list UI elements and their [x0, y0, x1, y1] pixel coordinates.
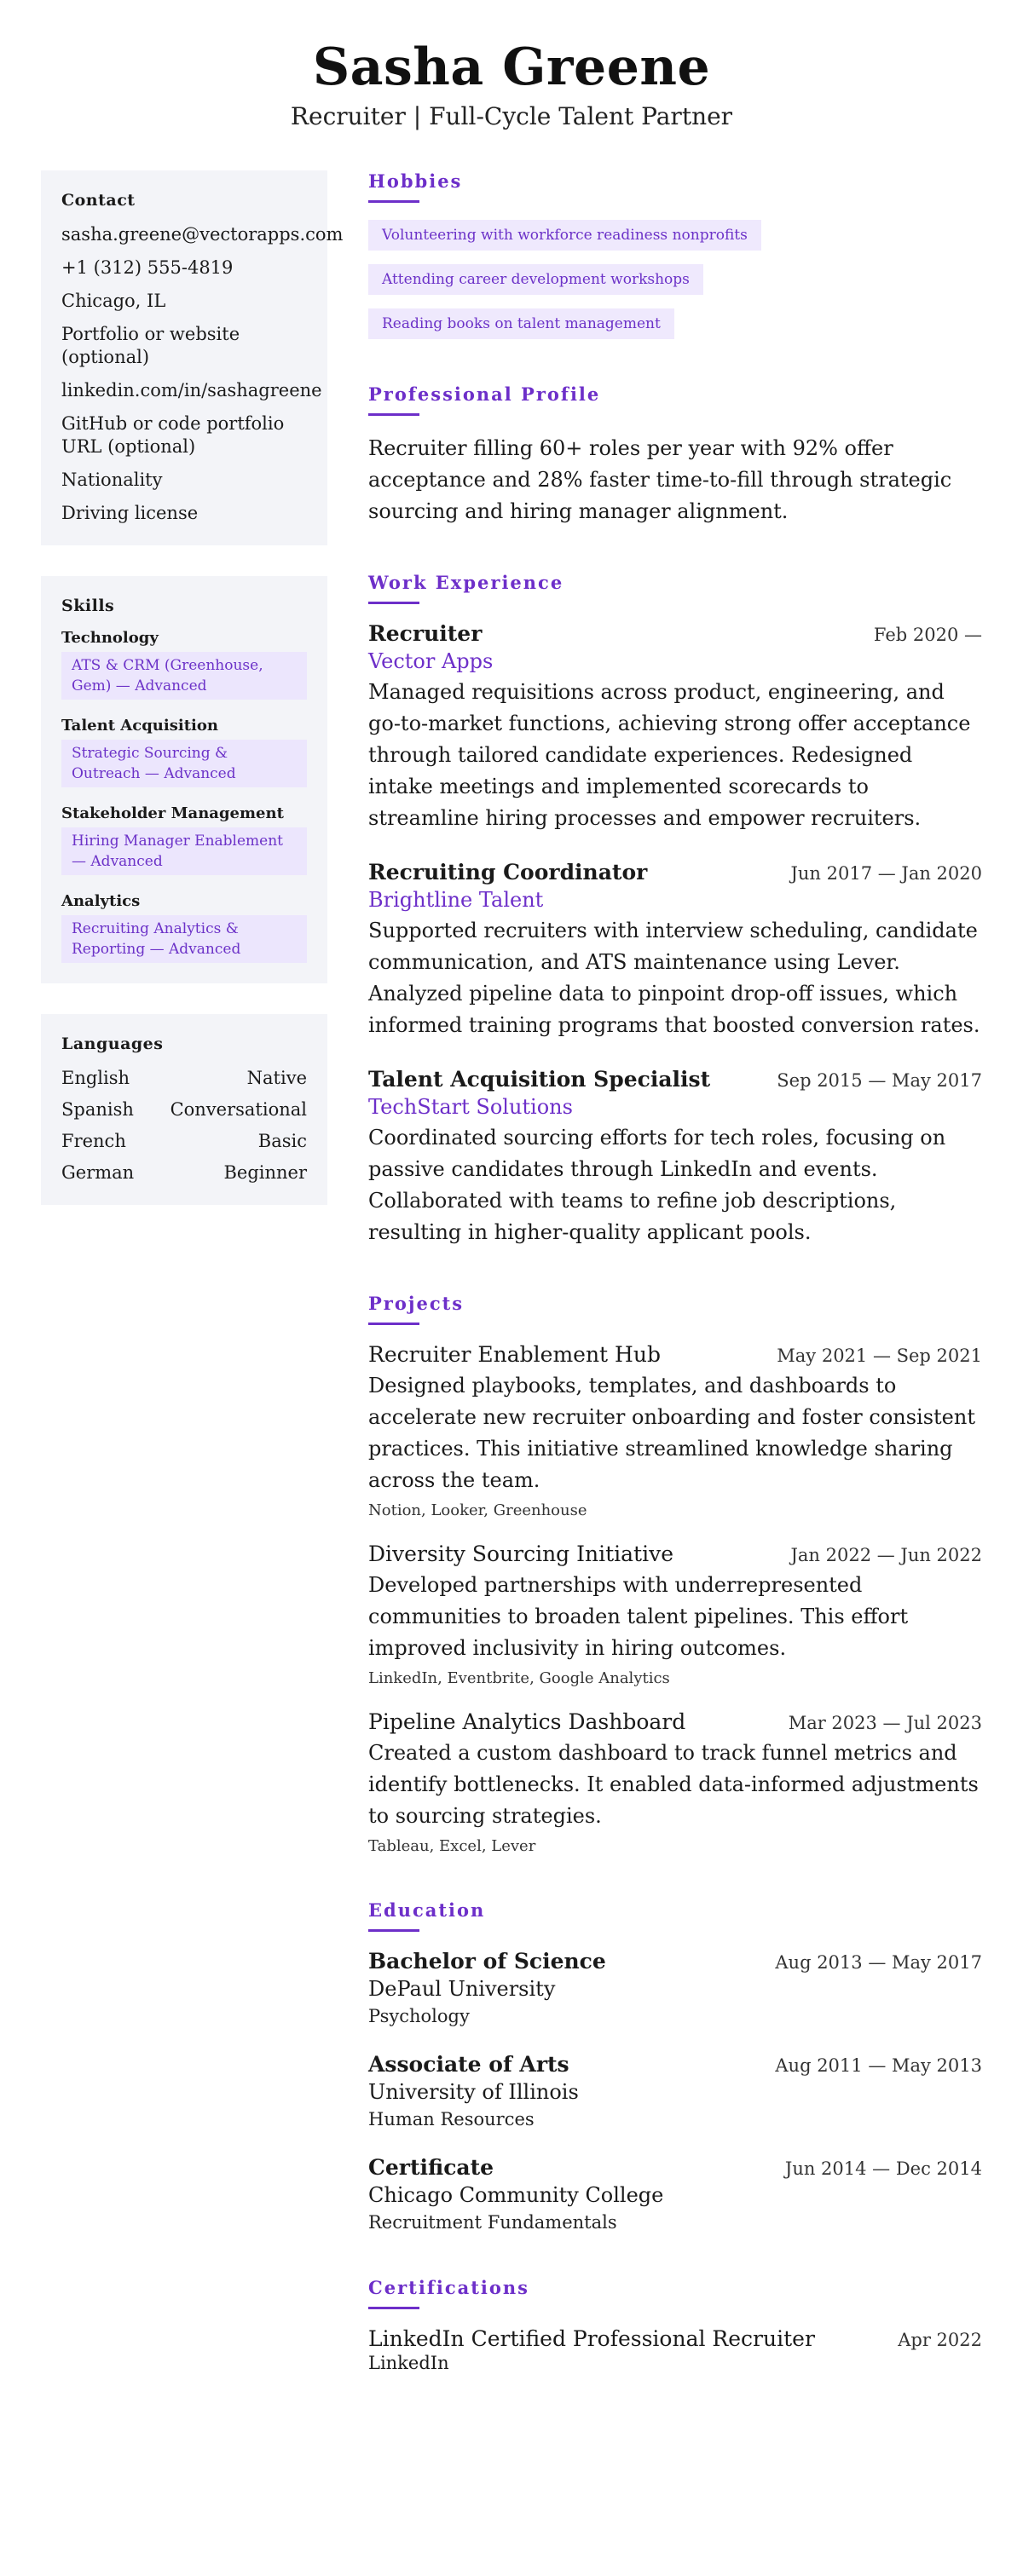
project-tech: Tableau, Excel, Lever: [368, 1837, 536, 1855]
education-entry: [368, 2155, 982, 2233]
project-entry: [368, 1342, 982, 1519]
field-of-study: Psychology: [368, 2006, 470, 2026]
experience-entry: [368, 1067, 982, 1248]
language-row: [61, 1067, 307, 1090]
experience-section: [368, 572, 982, 1248]
project-title: Pipeline Analytics Dashboard: [368, 1709, 686, 1734]
hobby-list: [368, 220, 982, 353]
language-name: English: [61, 1068, 130, 1088]
language-row: [61, 1130, 307, 1153]
job-title: Talent Acquisition Specialist: [368, 1067, 711, 1092]
school-name: DePaul University: [368, 1977, 556, 2001]
main-content: [368, 170, 982, 2418]
section-divider: [368, 413, 419, 416]
language-name: French: [61, 1131, 126, 1151]
project-date: May 2021 — Sep 2021: [777, 1346, 982, 1366]
section-title: Professional Profile: [368, 383, 601, 405]
section-divider: [368, 200, 419, 203]
project-tech: Notion, Looker, Greenhouse: [368, 1501, 587, 1519]
contact-nationality: Nationality: [61, 470, 163, 490]
skills-panel: [41, 576, 327, 983]
hobby-tag: Volunteering with workforce readiness nonprofits: [368, 220, 761, 251]
language-row: [61, 1161, 307, 1184]
contact-portfolio: Portfolio or website (optional): [61, 324, 240, 367]
skill-group: [61, 629, 307, 700]
contact-linkedin: linkedin.com/in/sashagreene: [61, 380, 322, 401]
language-level: Basic: [257, 1131, 307, 1151]
project-date: Jan 2022 — Jun 2022: [790, 1545, 982, 1565]
languages-title: Languages: [61, 1034, 164, 1053]
job-title: Recruiter: [368, 621, 483, 646]
certification-date: Apr 2022: [898, 2330, 982, 2350]
project-title: Diversity Sourcing Initiative: [368, 1542, 674, 1566]
job-date: Sep 2015 — May 2017: [777, 1070, 982, 1091]
field-of-study: Recruitment Fundamentals: [368, 2212, 617, 2233]
hobby-tag: Attending career development workshops: [368, 264, 703, 295]
certification-title: LinkedIn Certified Professional Recruiter: [368, 2326, 815, 2351]
project-title: Recruiter Enablement Hub: [368, 1342, 661, 1367]
project-date: Mar 2023 — Jul 2023: [788, 1713, 982, 1733]
language-name: German: [61, 1162, 135, 1183]
skill-name: Technology: [61, 629, 159, 647]
education-date: Aug 2013 — May 2017: [775, 1952, 982, 1973]
job-description: Coordinated sourcing efforts for tech roles, focusing on passive candidates through LinkedIn and events. Collaborated with teams to refine job descriptions, resulting in higher-quality applicant pools.: [368, 1126, 946, 1244]
school-name: University of Illinois: [368, 2080, 579, 2104]
job-date: Feb 2020 —: [873, 625, 982, 645]
language-level: Beginner: [223, 1162, 307, 1183]
education-date: Aug 2011 — May 2013: [775, 2055, 982, 2076]
experience-entry: [368, 860, 982, 1041]
skill-group: [61, 717, 307, 787]
certification-issuer: LinkedIn: [368, 2353, 449, 2373]
job-company: Vector Apps: [368, 649, 494, 673]
profile-section: [368, 383, 982, 527]
job-title: Recruiting Coordinator: [368, 860, 648, 885]
candidate-name: Sasha Greene: [312, 37, 711, 97]
candidate-role: Recruiter | Full-Cycle Talent Partner: [290, 102, 733, 130]
job-date: Jun 2017 — Jan 2020: [790, 863, 982, 884]
education-date: Jun 2014 — Dec 2014: [784, 2158, 982, 2179]
project-description: Developed partnerships with underrepresented communities to broaden talent pipelines. This effort improved inclusivity in hiring outcomes.: [368, 1573, 909, 1660]
skill-tag: Strategic Sourcing & Outreach — Advanced: [61, 740, 307, 787]
section-title: Education: [368, 1899, 486, 1921]
certifications-section: [368, 2277, 982, 2373]
hobby-tag: Reading books on talent management: [368, 308, 674, 339]
education-entry: [368, 1949, 982, 2026]
school-name: Chicago Community College: [368, 2183, 664, 2207]
contact-panel: [41, 170, 344, 545]
section-divider: [368, 602, 419, 604]
project-description: Created a custom dashboard to track funnel metrics and identify bottlenecks. It enabled data-informed adjustments to sourcing strategies.: [368, 1741, 979, 1828]
experience-entry: [368, 621, 982, 834]
job-description: Managed requisitions across product, engineering, and go-to-market functions, achieving strong offer acceptance through tailored candidate experiences. Redesigned intake meetings and implemented scorecards to streamline hiring processes and empower recruiters.: [368, 680, 971, 830]
sidebar: [41, 170, 344, 1236]
skill-name: Talent Acquisition: [61, 717, 218, 735]
job-company: TechStart Solutions: [368, 1095, 573, 1119]
profile-summary: Recruiter filling 60+ roles per year with 92% offer acceptance and 28% faster time-to-fill through strategic sourcing and hiring manager alignment.: [368, 436, 952, 523]
language-name: Spanish: [61, 1099, 134, 1120]
language-level: Native: [246, 1068, 307, 1088]
job-description: Supported recruiters with interview scheduling, candidate communication, and ATS maintenance using Lever. Analyzed pipeline data to pinpoint drop-off issues, which informed training programs that boosted conversion rates.: [368, 919, 980, 1037]
resume-header: [0, 0, 1023, 130]
project-tech: LinkedIn, Eventbrite, Google Analytics: [368, 1669, 670, 1687]
education-entry: [368, 2052, 982, 2129]
language-row: [61, 1098, 307, 1121]
degree-title: Certificate: [368, 2155, 494, 2180]
contact-email: sasha.greene@vectorapps.com: [61, 224, 344, 245]
section-title: Work Experience: [368, 572, 564, 593]
degree-title: Bachelor of Science: [368, 1949, 606, 1974]
skill-group: [61, 804, 307, 875]
section-title: Hobbies: [368, 170, 463, 192]
contact-driving-license: Driving license: [61, 503, 199, 523]
skill-tag: ATS & CRM (Greenhouse, Gem) — Advanced: [61, 652, 307, 700]
hobbies-section: [368, 170, 982, 353]
certification-entry: [368, 2326, 982, 2373]
skill-tag: Hiring Manager Enablement — Advanced: [61, 827, 307, 875]
projects-section: [368, 1293, 982, 1855]
skill-name: Stakeholder Management: [61, 804, 284, 822]
section-divider: [368, 1323, 419, 1325]
contact-location: Chicago, IL: [61, 291, 166, 311]
degree-title: Associate of Arts: [368, 2052, 569, 2077]
contact-title: Contact: [61, 191, 136, 210]
language-level: Conversational: [170, 1099, 307, 1120]
contact-github: GitHub or code portfolio URL (optional): [61, 413, 285, 457]
section-divider: [368, 1929, 419, 1932]
skill-tag: Recruiting Analytics & Reporting — Advanced: [61, 915, 307, 963]
project-entry: [368, 1709, 982, 1855]
skills-title: Skills: [61, 596, 115, 615]
education-section: [368, 1899, 982, 2233]
contact-phone: +1 (312) 555-4819: [61, 257, 234, 278]
languages-panel: [41, 1014, 327, 1205]
field-of-study: Human Resources: [368, 2109, 535, 2129]
skill-group: [61, 892, 307, 963]
project-entry: [368, 1542, 982, 1687]
project-description: Designed playbooks, templates, and dashboards to accelerate new recruiter onboarding and foster consistent practices. This initiative streamlined knowledge sharing across the team.: [368, 1374, 975, 1492]
job-company: Brightline Talent: [368, 888, 544, 912]
section-title: Projects: [368, 1293, 465, 1314]
section-divider: [368, 2307, 419, 2309]
section-title: Certifications: [368, 2277, 529, 2298]
skill-name: Analytics: [61, 892, 141, 910]
